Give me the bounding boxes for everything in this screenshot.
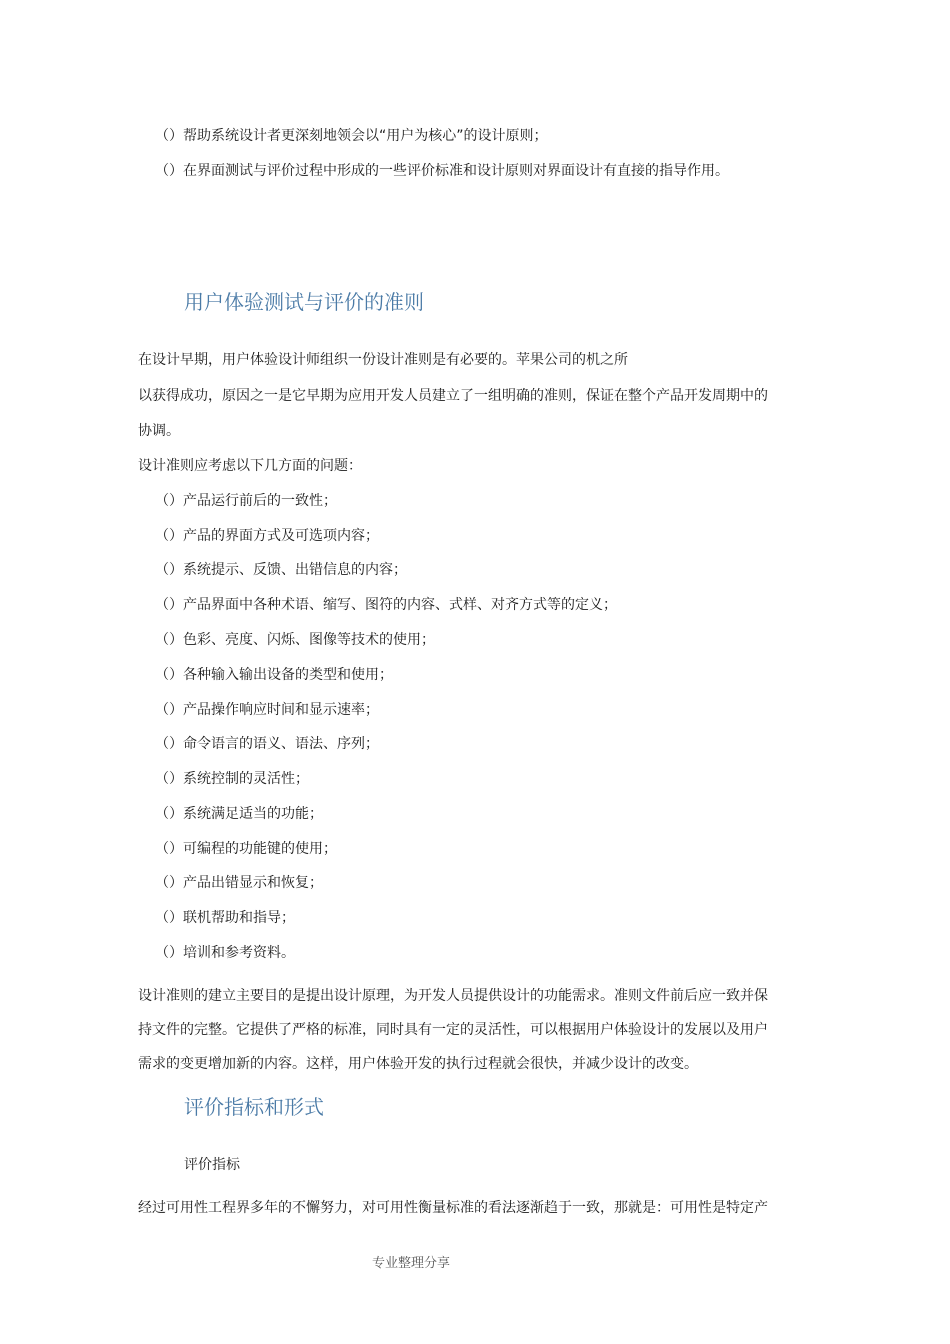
list-item: （）各种输入输出设备的类型和使用；	[155, 667, 393, 683]
list-item: （）产品界面中各种术语、缩写、图符的内容、式样、对齐方式等的定义；	[155, 597, 617, 613]
paragraph-line: 协调。	[138, 423, 180, 439]
list-item: （）产品的界面方式及可选项内容；	[155, 528, 379, 544]
paragraph-line: 在设计早期，用户体验设计师组织一份设计准则是有必要的。苹果公司的机之所	[138, 352, 628, 368]
list-item: （）命令语言的语义、语法、序列；	[155, 736, 379, 752]
list-item: （）帮助系统设计者更深刻地领会以“用户为核心”的设计原则；	[155, 128, 548, 144]
paragraph-line: 经过可用性工程界多年的不懈努力，对可用性衡量标准的看法逐渐趋于一致，那就是：可用性是特定产	[138, 1200, 768, 1216]
list-item: （）系统控制的灵活性；	[155, 771, 309, 787]
list-item: （）产品操作响应时间和显示速率；	[155, 702, 379, 718]
list-item: （）系统满足适当的功能；	[155, 806, 323, 822]
paragraph-line: 以获得成功，原因之一是它早期为应用开发人员建立了一组明确的准则，保证在整个产品开发周期中的	[138, 388, 768, 404]
list-item: （）培训和参考资料。	[155, 945, 295, 961]
section-heading: 评价指标和形式	[184, 1095, 324, 1119]
paragraph-line: 需求的变更增加新的内容。这样，用户体验开发的执行过程就会很快，并减少设计的改变。	[138, 1056, 698, 1072]
section-heading: 用户体验测试与评价的准则	[184, 290, 424, 314]
list-intro: 设计准则应考虑以下几方面的问题：	[138, 458, 362, 474]
list-item: （）可编程的功能键的使用；	[155, 841, 337, 857]
list-item: （）联机帮助和指导；	[155, 910, 295, 926]
list-item: （）色彩、亮度、闪烁、图像等技术的使用；	[155, 632, 435, 648]
list-item: （）系统提示、反馈、出错信息的内容；	[155, 562, 407, 578]
paragraph-line: 持文件的完整。它提供了严格的标准，同时具有一定的灵活性，可以根据用户体验设计的发展以及用户	[138, 1022, 768, 1038]
page-footer: 专业整理分享	[372, 1256, 451, 1271]
list-item: （）产品出错显示和恢复；	[155, 875, 323, 891]
list-item: （）产品运行前后的一致性；	[155, 493, 337, 509]
paragraph-line: 设计准则的建立主要目的是提出设计原理，为开发人员提供设计的功能需求。准则文件前后应一致并保	[138, 988, 768, 1004]
list-item: （）在界面测试与评价过程中形成的一些评价标准和设计原则对界面设计有直接的指导作用。	[155, 163, 729, 179]
subsection-heading: 评价指标	[184, 1157, 240, 1173]
